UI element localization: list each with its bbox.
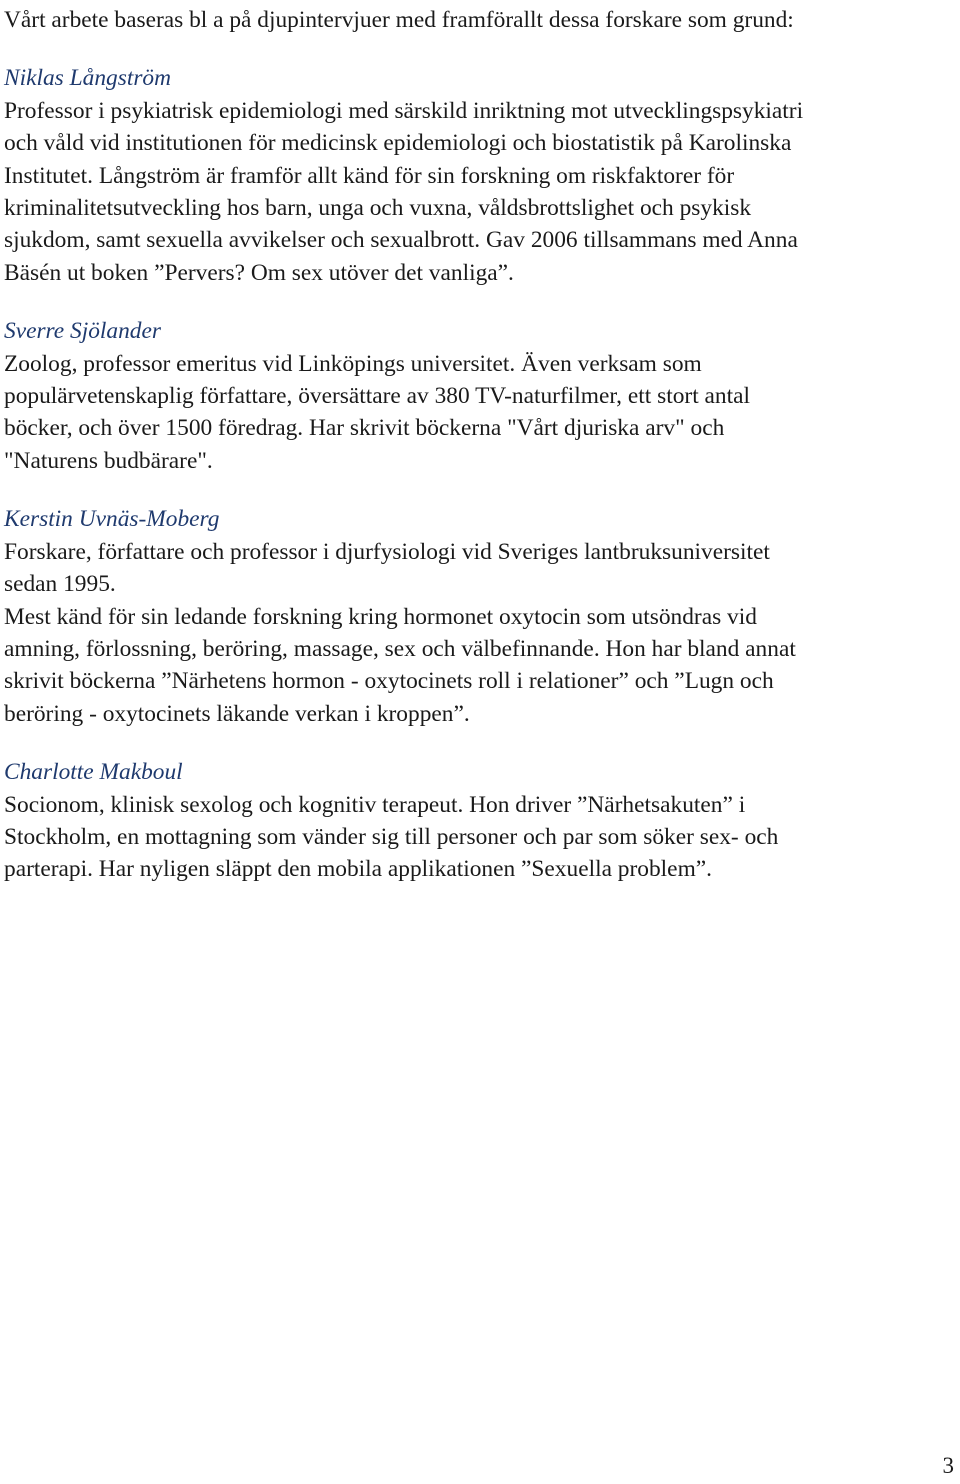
researcher-name: Kerstin Uvnäs-Moberg xyxy=(4,506,220,533)
researcher-name: Charlotte Makboul xyxy=(4,759,183,786)
researcher-bio-line: sjukdom, samt sexuella avvikelser och sexualbrott. Gav 2006 tillsammans med Anna xyxy=(4,227,798,254)
researcher-sverre-sjolander xyxy=(4,315,956,477)
researcher-bio-line: kriminalitetsutveckling hos barn, unga och vuxna, våldsbrottslighet och psykisk xyxy=(4,195,752,222)
researcher-bio-line: parterapi. Har nyligen släppt den mobila applikationen ”Sexuella problem”. xyxy=(4,856,712,883)
researcher-bio-line: Mest känd för sin ledande forskning kring hormonet oxytocin som utsöndras vid xyxy=(4,603,757,630)
researcher-charlotte-makboul xyxy=(4,756,956,886)
document-page xyxy=(4,0,956,912)
researcher-bio-line: populärvetenskaplig författare, översättare av 380 TV-naturfilmer, ett stort antal xyxy=(4,383,750,410)
researcher-bio-line: "Naturens budbärare". xyxy=(4,447,213,474)
researcher-bio-line: böcker, och över 1500 föredrag. Har skrivit böckerna "Vårt djuriska arv" och xyxy=(4,415,725,442)
researcher-bio-line: och våld vid institutionen för medicinsk epidemiologi och biostatistik på Karolinska xyxy=(4,130,792,157)
researcher-bio-line: amning, förlossning, beröring, massage, sex och välbefinnande. Hon har bland annat xyxy=(4,635,796,662)
researcher-bio-line: Socionom, klinisk sexolog och kognitiv terapeut. Hon driver ”Närhetsakuten” i xyxy=(4,791,746,818)
researcher-bio-line: Zoolog, professor emeritus vid Linköpings universitet. Även verksam som xyxy=(4,350,702,377)
researcher-bio-line: skrivit böckerna ”Närhetens hormon - oxytocinets roll i relationer” och ”Lugn och xyxy=(4,668,774,695)
researcher-bio-line: Stockholm, en mottagning som vänder sig till personer och par som söker sex- och xyxy=(4,823,779,850)
page-number: 3 xyxy=(942,1453,954,1478)
researcher-kerstin-uvnas-moberg xyxy=(4,503,956,730)
researcher-name: Niklas Långström xyxy=(4,65,172,92)
researcher-name: Sverre Sjölander xyxy=(4,318,161,345)
researcher-niklas-langstrom xyxy=(4,62,956,289)
researcher-bio-line: sedan 1995. xyxy=(4,571,116,598)
researcher-bio-line: Forskare, författare och professor i djurfysiologi vid Sveriges lantbruksuniversitet xyxy=(4,538,770,565)
researcher-bio-line: Institutet. Långström är framför allt känd för sin forskning om riskfaktorer för xyxy=(4,162,735,189)
researcher-bio-line: Bäsén ut boken ”Pervers? Om sex utöver det vanliga”. xyxy=(4,259,514,286)
researcher-bio-line: beröring - oxytocinets läkande verkan i kroppen”. xyxy=(4,700,470,727)
intro-text: Vårt arbete baseras bl a på djupintervjuer med framförallt dessa forskare som grund: xyxy=(4,7,794,33)
researcher-bio-line: Professor i psykiatrisk epidemiologi med särskild inriktning mot utvecklingspsykiatri xyxy=(4,97,804,124)
